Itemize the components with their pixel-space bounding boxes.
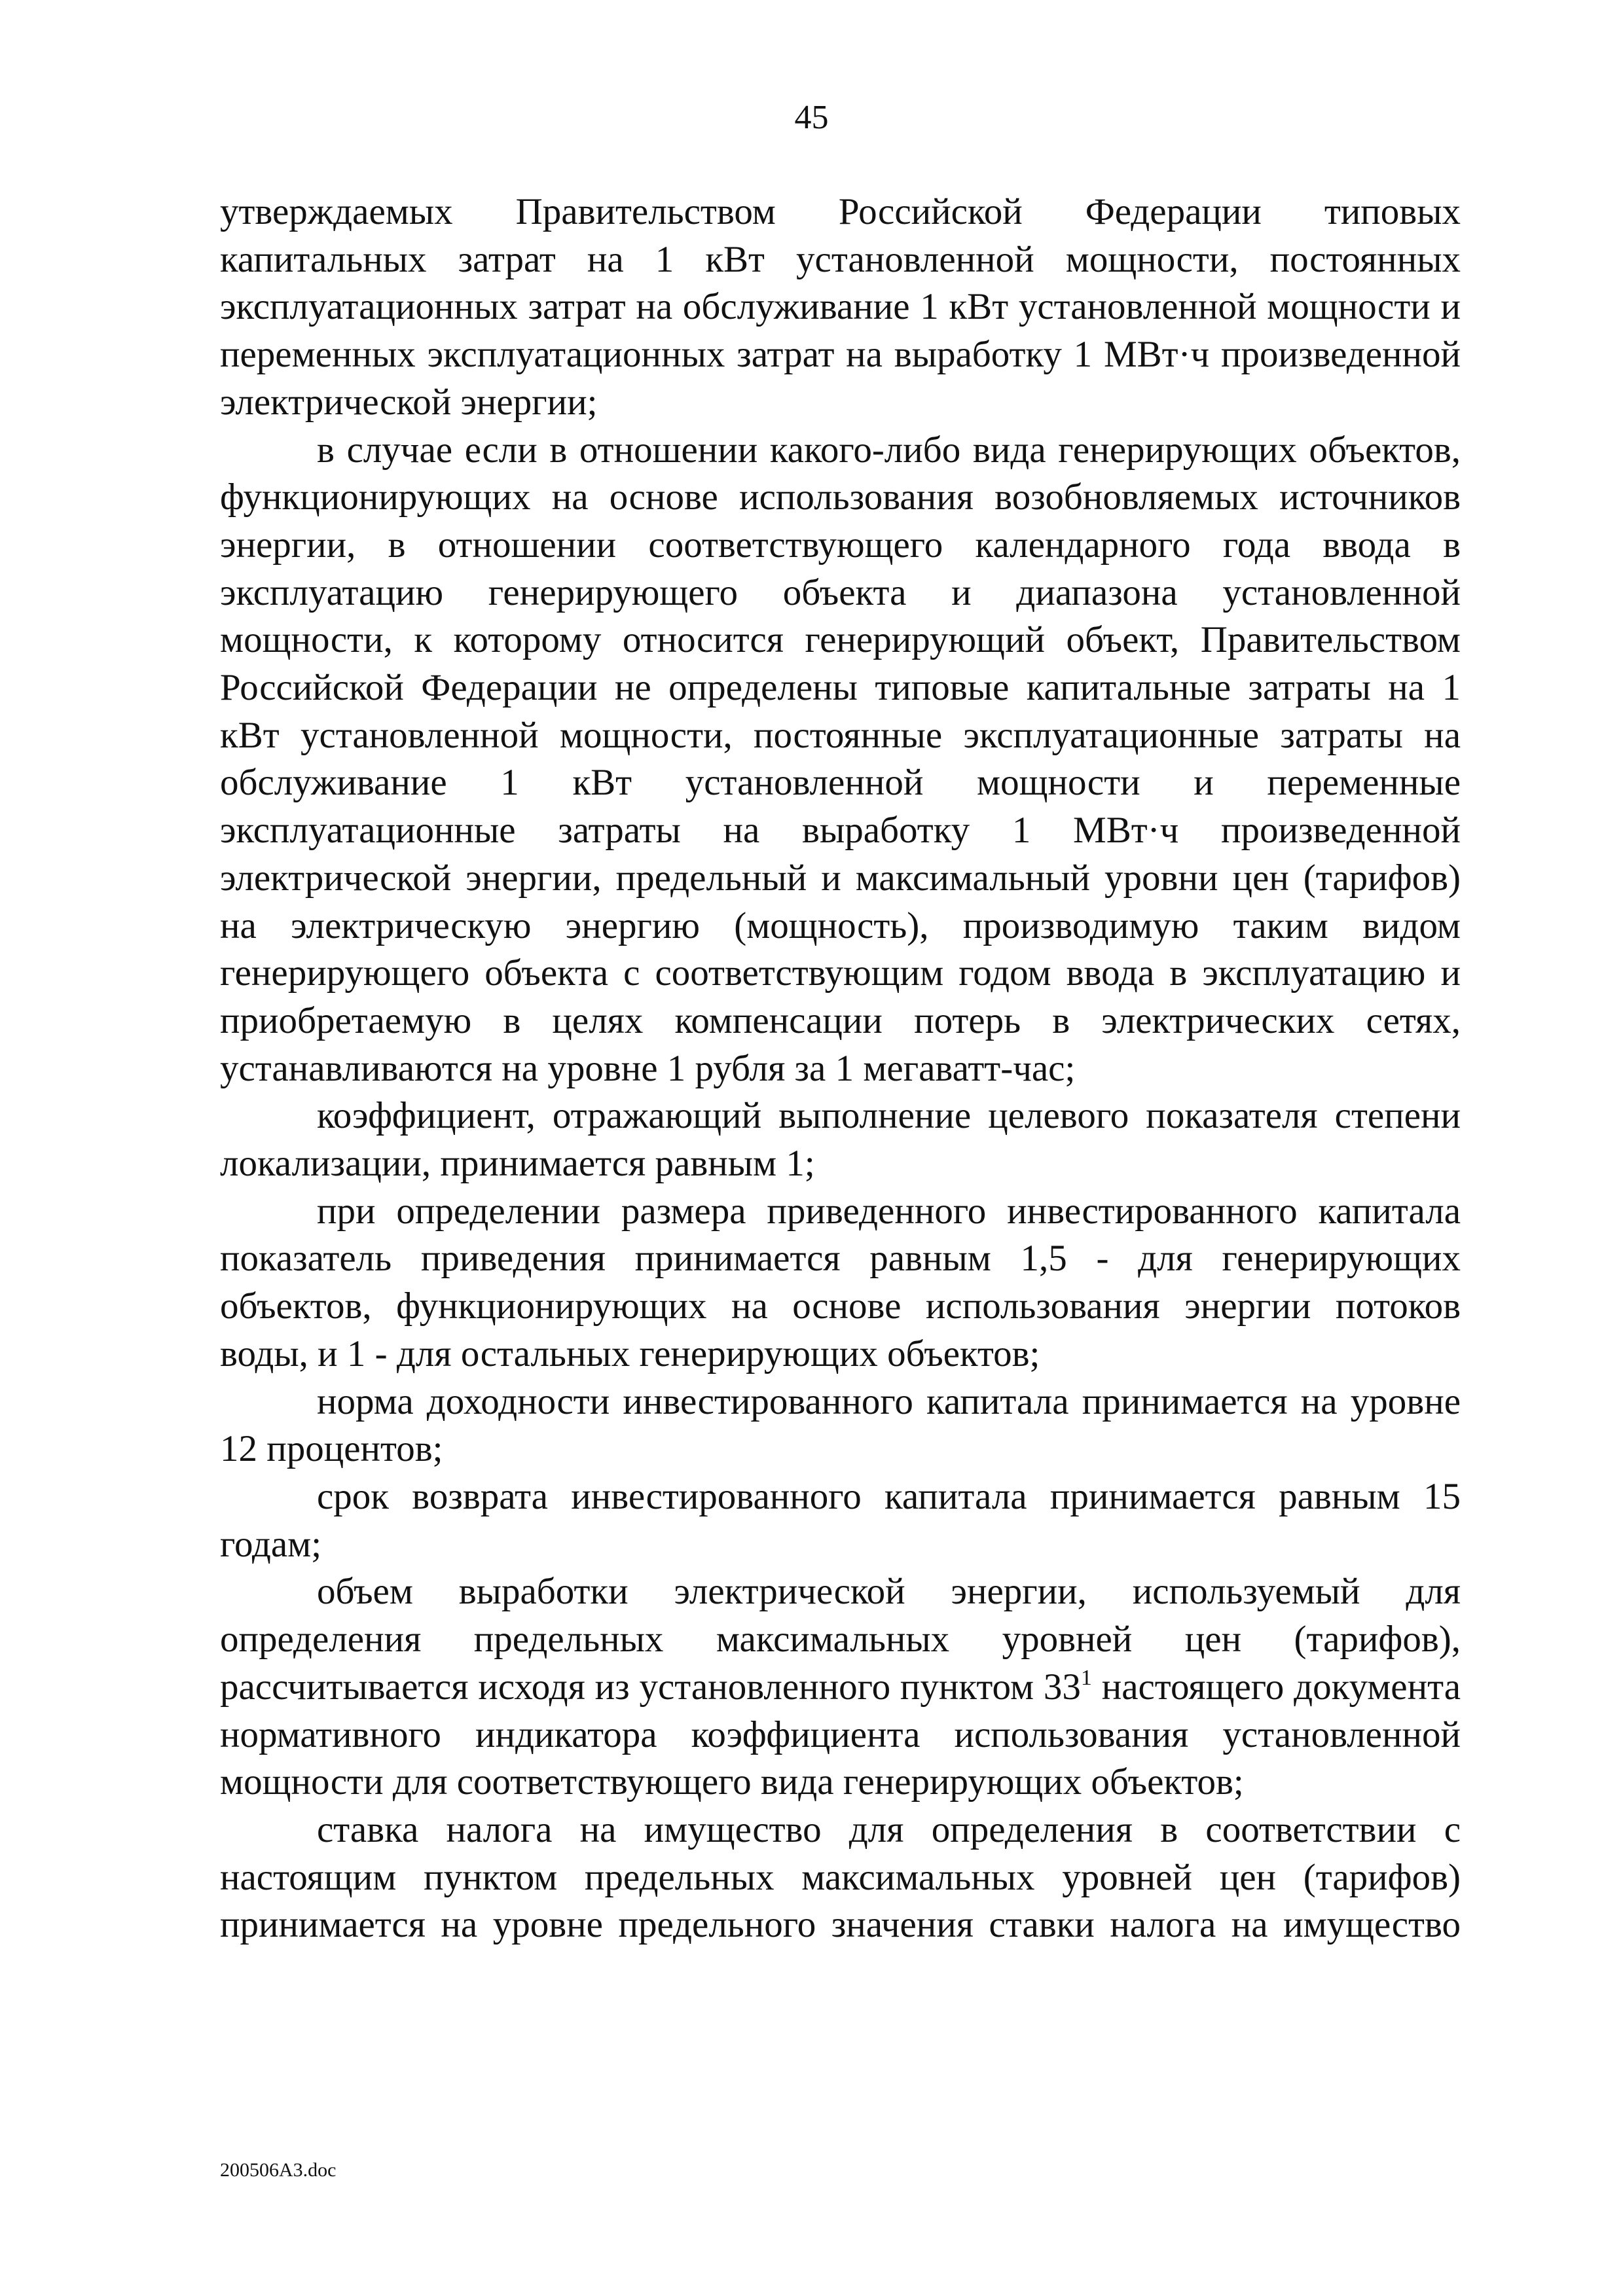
output-volume-text-before: объем выработки электрической энергии, используемый для определения предельных максимальных уровней цен (тарифов), рассчитывается исходя из установленного пунктом 33 [220, 1571, 1461, 1708]
clause-superscript: 1 [1080, 1665, 1092, 1690]
document-body [220, 188, 1461, 1949]
page-number: 45 [794, 99, 829, 136]
paragraph-return-rate: норма доходности инвестированного капитала принимается на уровне 12 процентов; [220, 1380, 1461, 1470]
paragraph-localization-coefficient: коэффициент, отражающий выполнение целевого показателя степени локализации, принимается равным 1; [220, 1095, 1461, 1185]
footer-filename: 200506A3.doc [220, 2159, 337, 2181]
output-volume-text-after: настоящего документа нормативного индикатора коэффициента использования установленной мощности для соответствующего вида генерирующих объектов; [220, 1666, 1461, 1803]
paragraph-output-volume [220, 1568, 1461, 1806]
paragraph-missing-typical-costs: в случае если в отношении какого-либо вида генерирующих объектов, функционирующих на основе использования возобновляемых источников энергии, в отношении соответствующего календарного года ввода в эксплуатацию генерирующего объекта и диапазона установленной мощности, к которому относится генерирующий объект, Правительством Российской Федерации не определены типовые капитальные затраты на 1 кВт установленной мощности, постоянные эксплуатационные затраты на обслуживание 1 кВт установленной мощности и переменные эксплуатационные затраты на выработку 1 МВт·ч произведенной электрической энергии, предельный и максимальный уровни цен (тарифов) на электрическую энергию (мощность), производимую таким видом генерирующего объекта с соответствующим годом ввода в эксплуатацию и приобретаемую в целях компенсации потерь в электрических сетях, устанавливаются на уровне 1 рубля за 1 мегаватт-час; [220, 429, 1461, 1089]
paragraph-reduction-indicator: при определении размера приведенного инвестированного капитала показатель приведения принимается равным 1,5 - для генерирующих объектов, функционирующих на основе использования энергии потоков воды, и 1 - для остальных генерирующих объектов; [220, 1190, 1461, 1374]
paragraph-return-period: срок возврата инвестированного капитала принимается равным 15 годам; [220, 1475, 1461, 1565]
paragraph-property-tax: ставка налога на имущество для определения в соответствии с настоящим пунктом предельных максимальных уровней цен (тарифов) принимается на уровне предельного значения ставки налога на имущество [220, 1808, 1461, 1946]
paragraph-continuation: утверждаемых Правительством Российской Федерации типовых капитальных затрат на 1 кВт установленной мощности, постоянных эксплуатационных затрат на обслуживание 1 кВт установленной мощности и переменных эксплуатационных затрат на выработку 1 МВт·ч произведенной электрической энергии; [220, 191, 1461, 423]
